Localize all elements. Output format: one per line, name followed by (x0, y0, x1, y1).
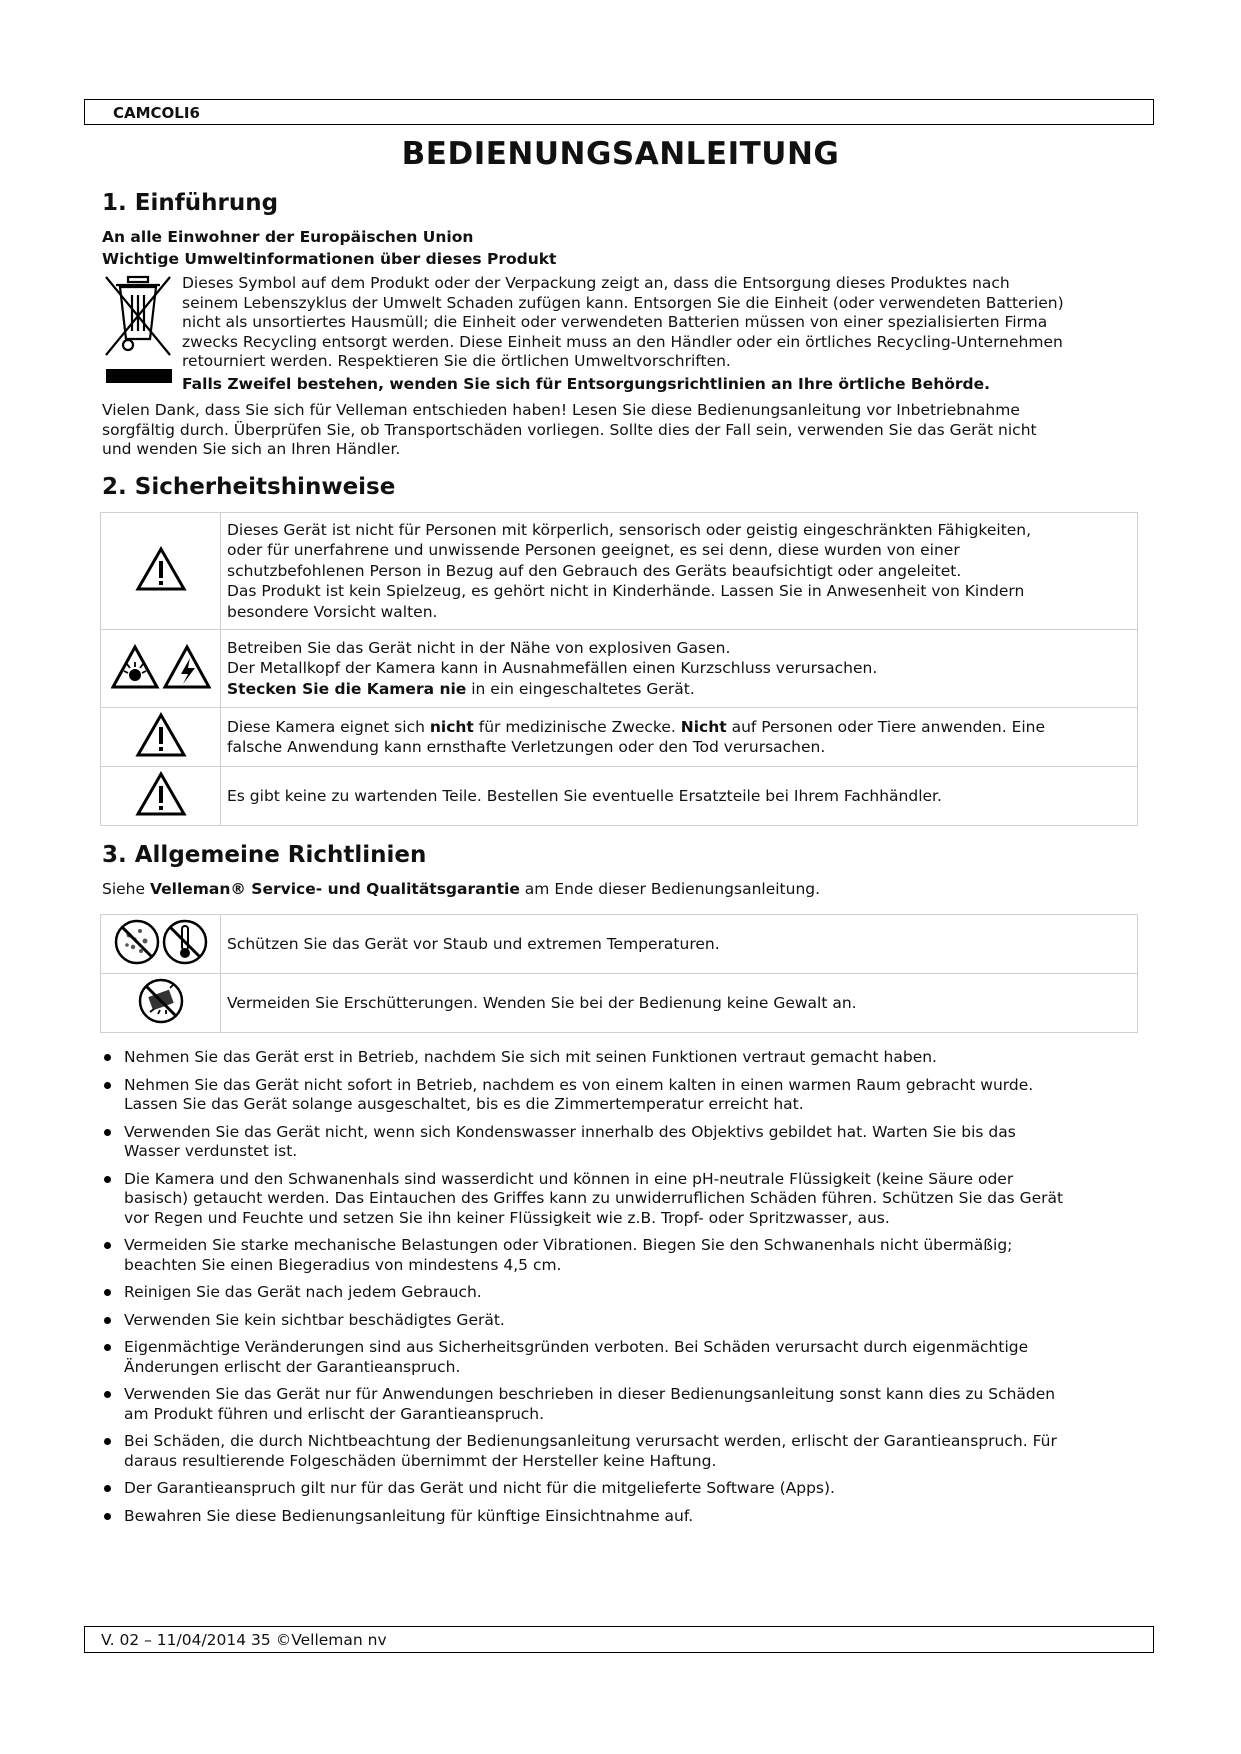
section3-intro (102, 880, 1142, 900)
eu-subheading: An alle Einwohner der Europäischen Union (102, 228, 474, 246)
safety-text-3 (221, 708, 1138, 767)
text-part: für medizinische Zwecke. (473, 717, 681, 736)
safety-line: schutzbefohlenen Person in Bezug auf den Gebrauch des Geräts beaufsichtigt oder angeleitet. (227, 561, 962, 580)
bullet-line: Nehmen Sie das Gerät nicht sofort in Betrieb, nachdem es von einem kalten in einen warmen Raum gebracht wurde. (124, 1075, 1034, 1094)
safety-line: Das Produkt ist kein Spielzeug, es gehört nicht in Kinderhände. Lassen Sie in Anwesenheit von Kindern (227, 582, 1025, 601)
bullet-item (102, 1479, 1142, 1499)
explosive-warning-icon (113, 647, 157, 687)
footer-text: V. 02 – 11/04/2014 35 ©Velleman nv (101, 1631, 387, 1649)
bullet-item (102, 1048, 1142, 1068)
safety-line-rest: in ein eingeschaltetes Gerät. (466, 679, 695, 698)
safety-line: falsche Anwendung kann ernsthafte Verletzungen oder den Tod verursachen. (227, 738, 826, 756)
safety-line: oder für unerfahrene und unwissende Personen geeignet, es sei denn, diese wurden von einer (227, 541, 960, 560)
text-part: Diese Kamera eignet sich (227, 717, 430, 736)
bold-part: Nicht (680, 717, 727, 736)
bullet-line: Vermeiden Sie starke mechanische Belastungen oder Vibrationen. Biegen Sie den Schwanenhals nicht übermäßig; (124, 1236, 1013, 1254)
guidelines-bullet-list (102, 1048, 1142, 1534)
safety-line (227, 679, 1131, 700)
bullet-line: Verwenden Sie kein sichtbar beschädigtes Gerät. (124, 1310, 505, 1329)
no-dust-icon (116, 921, 158, 963)
bullet-line: Änderungen erlischt der Garantieanspruch. (124, 1357, 461, 1376)
text-part: Siehe (102, 880, 150, 898)
bullet-line: Reinigen Sie das Gerät nach jedem Gebrauch. (124, 1283, 482, 1301)
warning-triangle-icon (101, 708, 221, 767)
warning-triangle-icon (101, 767, 221, 826)
bullet-line: Wasser verdunstet ist. (124, 1142, 298, 1160)
bold-warning: Stecken Sie die Kamera nie (227, 679, 467, 698)
no-extreme-temperature-icon (164, 921, 206, 963)
safety-text-4: Es gibt keine zu wartenden Teile. Bestellen Sie eventuelle Ersatzteile bei Ihrem Fachhändler. (221, 767, 1138, 826)
bullet-line: Verwenden Sie das Gerät nur für Anwendungen beschrieben in dieser Bedienungsanleitung sonst kann dies zu Schäden (124, 1385, 1056, 1403)
bullet-line: Eigenmächtige Veränderungen sind aus Sicherheitsgründen verboten. Bei Schäden verursacht durch eigenmächtige (124, 1338, 1029, 1356)
page-title: BEDIENUNGSANLEITUNG (401, 136, 840, 172)
weee-line: retourniert werden. Respektieren Sie die örtlichen Umweltvorschriften. (182, 352, 731, 370)
bullet-line: Nehmen Sie das Gerät erst in Betrieb, nachdem Sie sich mit seinen Funktionen vertraut gemacht haben. (124, 1048, 937, 1066)
text-part: auf Personen oder Tiere anwenden. Eine (726, 717, 1046, 736)
safety-text-1 (221, 513, 1138, 630)
bold-part: Velleman® Service- und Qualitätsgarantie (149, 880, 520, 898)
bullet-item (102, 1236, 1142, 1275)
safety-line: Betreiben Sie das Gerät nicht in der Nähe von explosiven Gasen. (227, 638, 731, 657)
weee-line: Dieses Symbol auf dem Produkt oder der Verpackung zeigt an, dass die Entsorgung dieses Produktes nach (182, 274, 1010, 292)
bullet-item (102, 1076, 1142, 1115)
safety-row (101, 513, 1138, 630)
bullet-line: Der Garantieanspruch gilt nur für das Gerät und nicht für die mitgelieferte Software (Apps). (124, 1479, 835, 1497)
safety-row (101, 767, 1138, 826)
header-bar (84, 99, 1154, 125)
dust-temperature-icons (101, 915, 221, 974)
bullet-line: daraus resultierende Folgeschäden übernimmt der Hersteller keine Haftung. (124, 1451, 717, 1470)
bullet-line: Bei Schäden, die durch Nichtbeachtung der Bedienungsanleitung verursacht werden, erlischt der Garantieanspruch. Für (124, 1432, 1057, 1450)
guideline-row (101, 974, 1138, 1033)
bullet-line: Die Kamera und den Schwanenhals sind wasserdicht und können in eine pH-neutrale Flüssigkeit (keine Säure oder (124, 1169, 1014, 1188)
safety-line: besondere Vorsicht walten. (227, 602, 438, 621)
bullet-line: basisch) getaucht werden. Das Eintauchen des Griffes kann zu unwiderruflichen Schäden führen. Schützen Sie das Gerät (124, 1189, 1064, 1207)
section3-heading: 3. Allgemeine Richtlinien (102, 842, 427, 868)
safety-row (101, 708, 1138, 767)
thanks-line: Vielen Dank, dass Sie sich für Velleman entschieden haben! Lesen Sie diese Bedienungsanleitung vor Inbetriebnahme (102, 401, 1020, 419)
guideline-row (101, 915, 1138, 974)
bullet-line: Verwenden Sie das Gerät nicht, wenn sich Kondenswasser innerhalb des Objektivs gebildet hat. Warten Sie bis das (124, 1122, 1016, 1141)
weee-line: zwecks Recycling entsorgt werden. Diese Einheit muss an den Händler oder ein örtliches Recycling-Unternehmen (182, 332, 1063, 351)
electric-hazard-icon (165, 647, 209, 687)
safety-text-2 (221, 630, 1138, 708)
section2-heading: 2. Sicherheitshinweise (102, 474, 396, 500)
bullet-line: Lassen Sie das Gerät solange ausgeschaltet, bis es die Zimmertemperatur erreicht hat. (124, 1095, 804, 1113)
safety-table (100, 512, 1138, 826)
explosive-electric-icons (101, 630, 221, 708)
weee-text (182, 274, 1142, 394)
no-shock-icon (101, 974, 221, 1033)
bullet-line: am Produkt führen und erlischt der Garantieanspruch. (124, 1404, 545, 1423)
safety-row (101, 630, 1138, 708)
thanks-paragraph (102, 401, 1142, 460)
guideline-text-1: Schützen Sie das Gerät vor Staub und extremen Temperaturen. (221, 915, 1138, 974)
bullet-item (102, 1385, 1142, 1424)
footer-bar (84, 1626, 1154, 1653)
bullet-item (102, 1123, 1142, 1162)
environment-subheading: Wichtige Umweltinformationen über dieses Produkt (102, 250, 557, 268)
bullet-line: beachten Sie einen Biegeradius von mindestens 4,5 cm. (124, 1255, 562, 1274)
thanks-line: und wenden Sie sich an Ihren Händler. (102, 440, 401, 458)
weee-bold-notice: Falls Zweifel bestehen, wenden Sie sich für Entsorgungsrichtlinien an Ihre örtliche Behörde. (182, 374, 991, 393)
safety-line: Dieses Gerät ist nicht für Personen mit körperlich, sensorisch oder geistig eingeschränkten Fähigkeiten, (227, 520, 1032, 539)
thanks-line: sorgfältig durch. Überprüfen Sie, ob Transportschäden vorliegen. Sollte dies der Fall sein, verwenden Sie das Gerät nicht (102, 420, 1037, 439)
safety-line (227, 717, 1131, 738)
text-part: am Ende dieser Bedienungsanleitung. (519, 880, 821, 898)
model-label: CAMCOLI6 (113, 104, 200, 122)
crossed-out-wheelie-bin-icon (102, 273, 174, 391)
guidelines-table (100, 914, 1138, 1033)
safety-line: Der Metallkopf der Kamera kann in Ausnahmefällen einen Kurzschluss verursachen. (227, 659, 878, 678)
bullet-item (102, 1432, 1142, 1471)
bullet-item (102, 1170, 1142, 1229)
guideline-text-2: Vermeiden Sie Erschütterungen. Wenden Sie bei der Bedienung keine Gewalt an. (221, 974, 1138, 1033)
warning-triangle-icon (101, 513, 221, 630)
bold-part: nicht (429, 717, 474, 736)
bullet-line: Bewahren Sie diese Bedienungsanleitung für künftige Einsichtnahme auf. (124, 1506, 694, 1525)
bullet-item (102, 1338, 1142, 1377)
weee-line: nicht als unsortiertes Hausmüll; die Einheit oder verwendeten Batterien müssen von einer spezialisierten Firma (182, 313, 1048, 331)
bullet-item (102, 1507, 1142, 1527)
bullet-line: vor Regen und Feuchte und setzen Sie ihn keiner Flüssigkeit wie z.B. Tropf- oder Spritzwasser, aus. (124, 1208, 890, 1227)
section1-heading: 1. Einführung (102, 190, 279, 216)
bullet-item (102, 1283, 1142, 1303)
weee-line: seinem Lebenszyklus der Umwelt Schaden zufügen kann. Entsorgen Sie die Einheit (oder verwendeten Batterien) (182, 293, 1064, 312)
bullet-item (102, 1311, 1142, 1331)
